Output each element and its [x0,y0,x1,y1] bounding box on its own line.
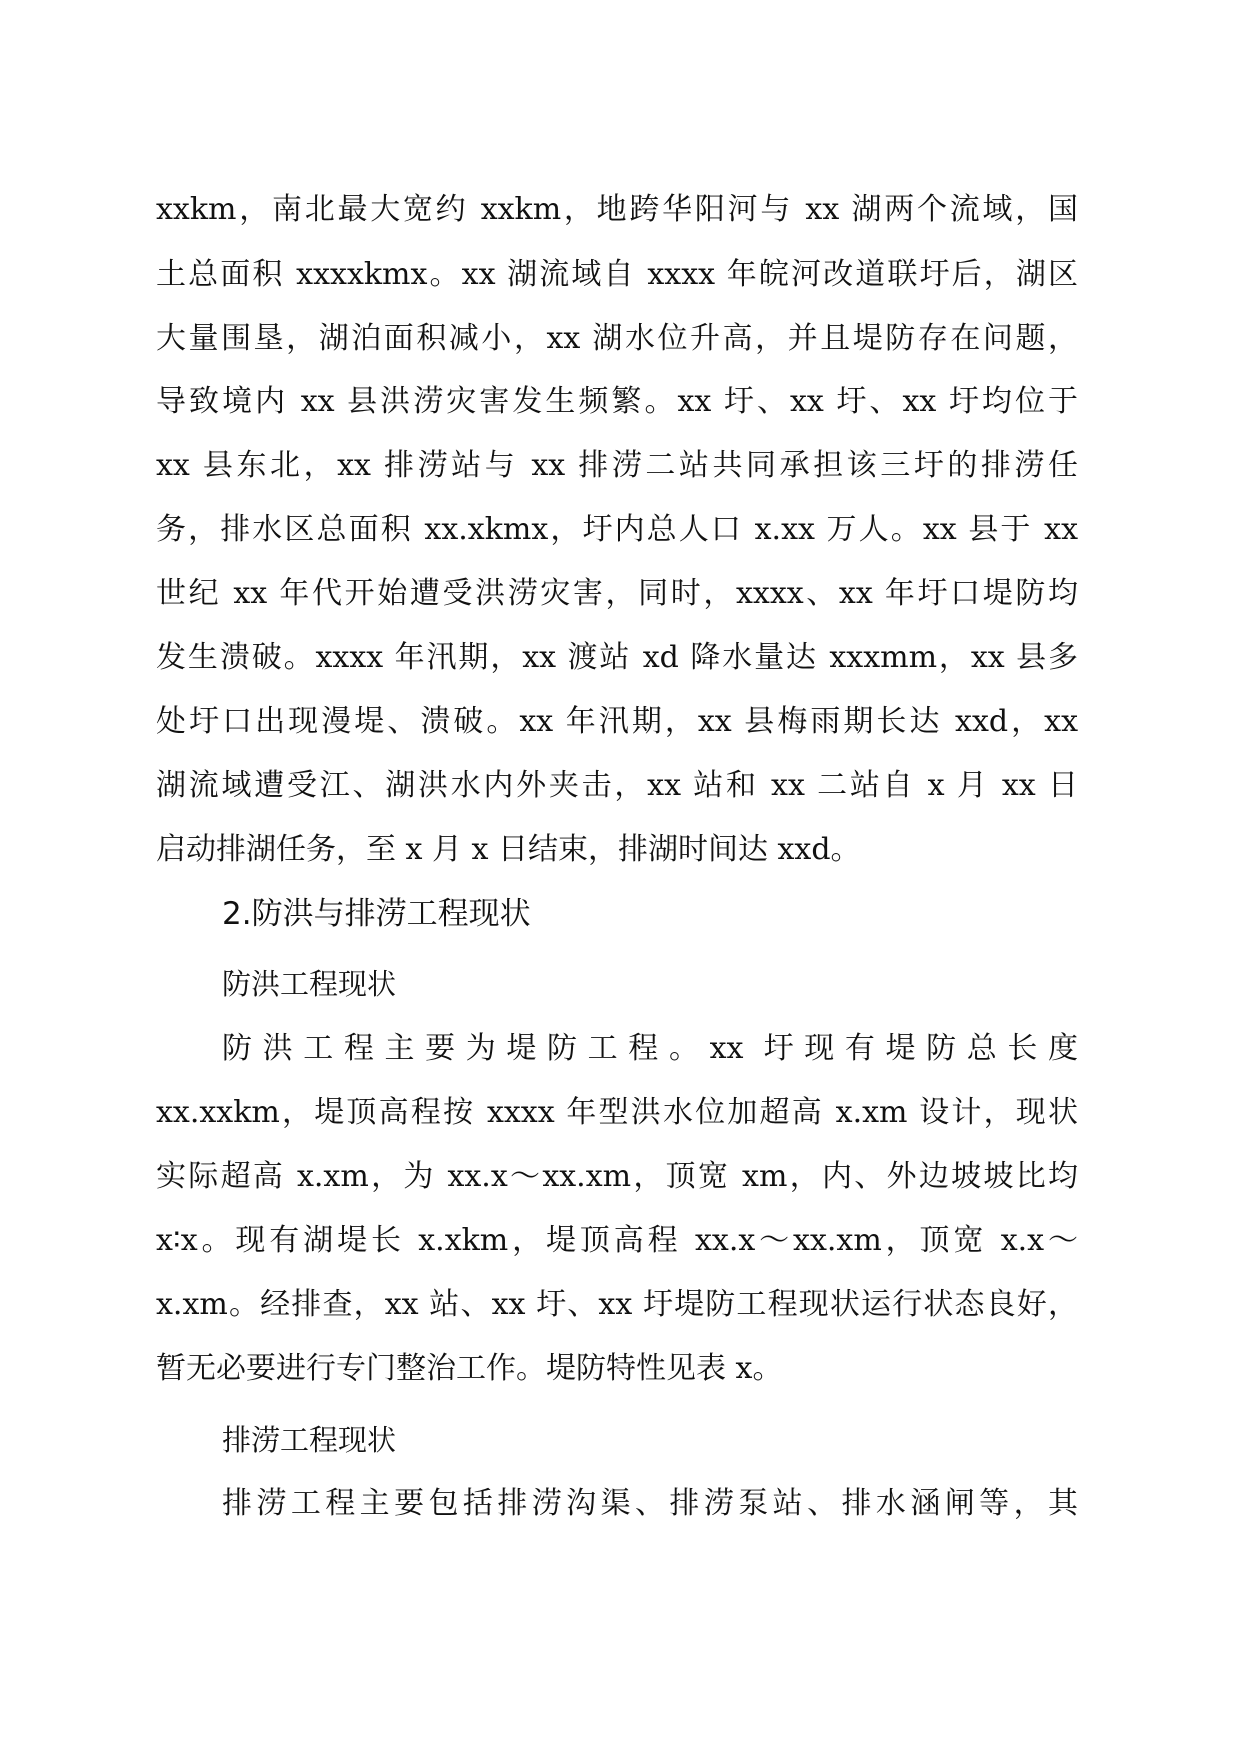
body-text-line: 处圩口出现漫堤、溃破。xx 年汛期，xx 县梅雨期长达 xxd，xx [156,704,1078,739]
body-text-line: 大量围垦，湖泊面积减小，xx 湖水位升高，并且堤防存在问题， [156,321,1078,356]
body-text-line: 务，排水区总面积 xx.xkmx，圩内总人口 x.xx 万人。xx 县于 xx [156,512,1078,547]
body-text-line: 导致境内 xx 县洪涝灾害发生频繁。xx 圩、xx 圩、xx 圩均位于 [156,384,1078,419]
body-text-line: 土总面积 xxxxkmx。xx 湖流域自 xxxx 年皖河改道联圩后，湖区 [156,257,1078,292]
body-text-line: 实际超高 x.xm，为 xx.x～xx.xm，顶宽 xm，内、外边坡坡比均 [156,1159,1078,1194]
body-text-line: 排涝工程主要包括排涝沟渠、排涝泵站、排水涵闸等，其 [222,1486,1078,1521]
subsection-heading-drainage: 排涝工程现状 [222,1423,397,1457]
body-text-line: 防洪工程主要为堤防工程。xx 圩现有堤防总长度 [222,1031,1078,1066]
body-text-line: 发生溃破。xxxx 年汛期，xx 渡站 xd 降水量达 xxxmm，xx 县多 [156,640,1078,675]
body-text-line: 暂无必要进行专门整治工作。堤防特性见表 x。 [156,1351,783,1386]
body-text-line: xx.xxkm，堤顶高程按 xxxx 年型洪水位加超高 x.xm 设计，现状 [156,1095,1078,1130]
body-text-line: xxkm，南北最大宽约 xxkm，地跨华阳河与 xx 湖两个流域，国 [156,192,1078,227]
body-text-line: xx 县东北，xx 排涝站与 xx 排涝二站共同承担该三圩的排涝任 [156,448,1078,483]
body-text-line: x∶x。现有湖堤长 x.xkm，堤顶高程 xx.x～xx.xm，顶宽 x.x～ [156,1223,1078,1258]
section-heading: 2.防洪与排涝工程现状 [222,896,531,932]
subsection-heading-flood-control: 防洪工程现状 [222,967,397,1001]
body-text-line: 启动排湖任务，至 x 月 x 日结束，排湖时间达 xxd。 [156,832,861,867]
body-text-line: 世纪 xx 年代开始遭受洪涝灾害，同时，xxxx、xx 年圩口堤防均 [156,576,1078,611]
body-text-line: 湖流域遭受江、湖洪水内外夹击，xx 站和 xx 二站自 x 月 xx 日 [156,768,1078,803]
body-text-line: x.xm。经排查，xx 站、xx 圩、xx 圩堤防工程现状运行状态良好， [156,1287,1078,1322]
